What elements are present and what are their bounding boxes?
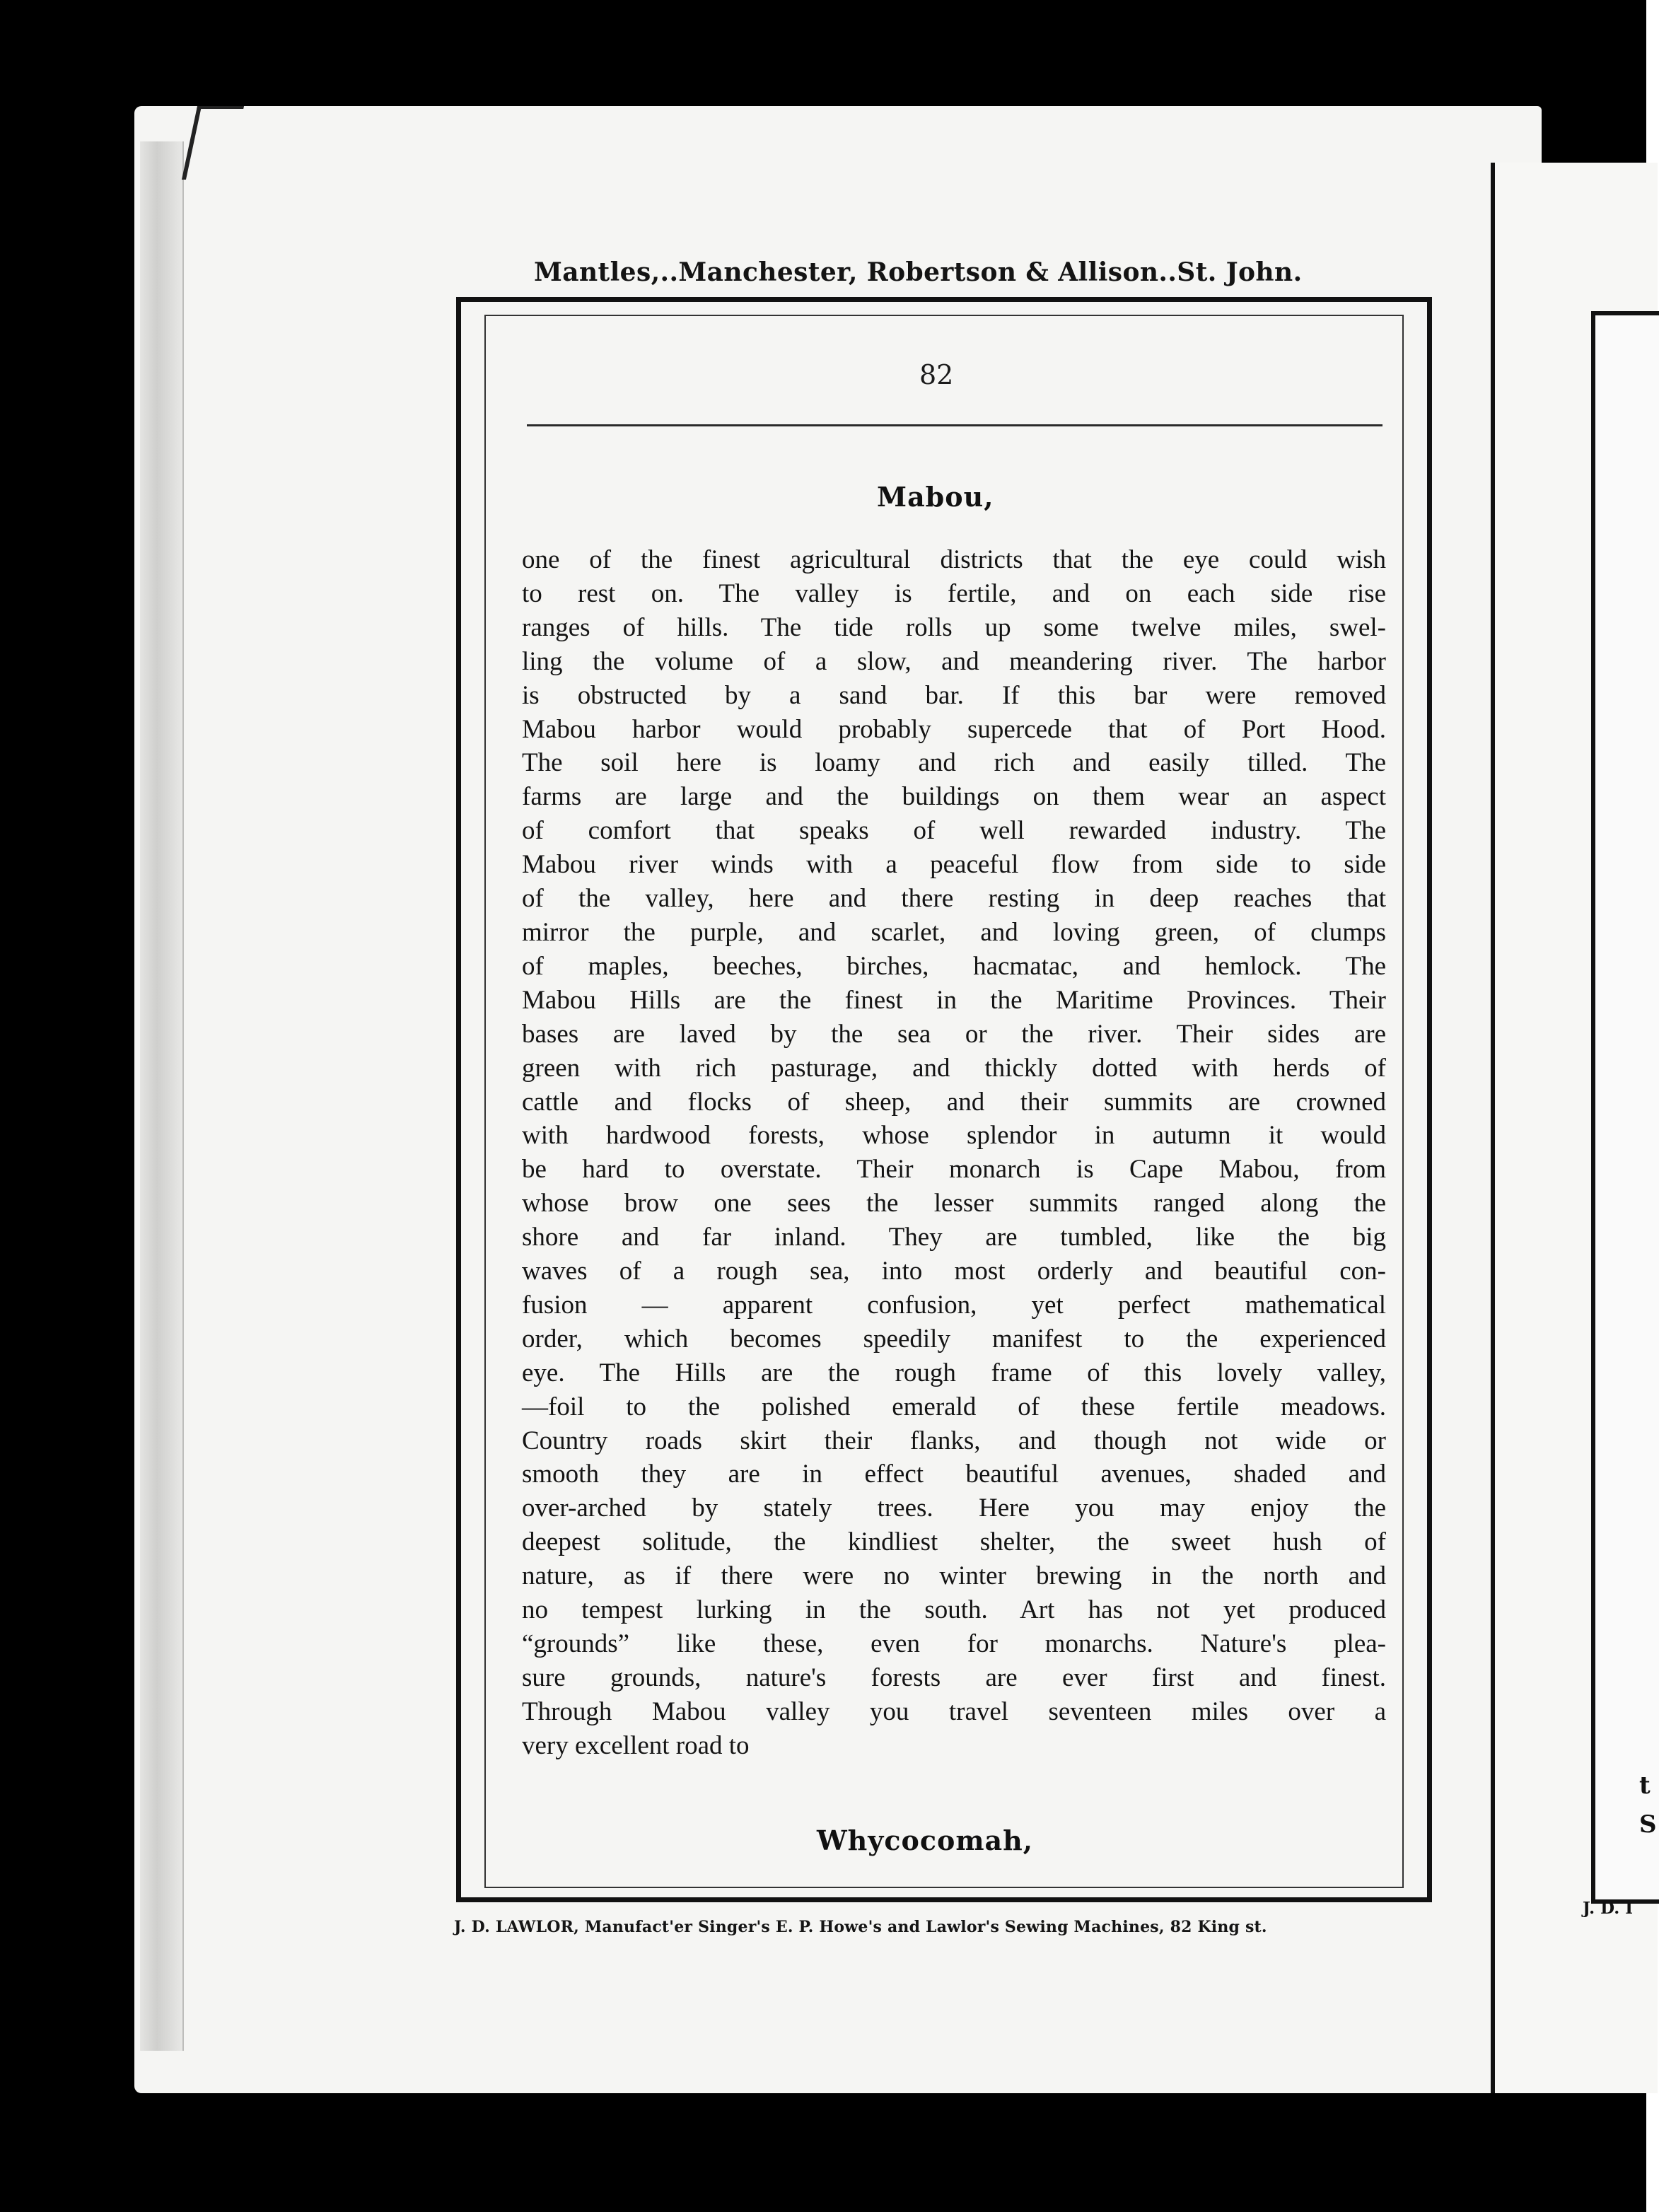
body-line: The soil here is loamy and rich and easily tilled. The <box>522 748 1386 778</box>
body-line: with hardwood forests, whose splendor in autumn it would <box>522 1121 1386 1151</box>
running-head-advertisement: Mantles,..Manchester, Robertson & Allison..St. John. <box>534 257 1303 287</box>
body-line: no tempest lurking in the south. Art has not yet produced <box>522 1595 1386 1625</box>
right-page-footer: J. D. I <box>1583 1899 1634 1918</box>
body-line: Through Mabou valley you travel seventeen miles over a <box>522 1696 1386 1726</box>
body-line: very excellent road to <box>522 1730 750 1760</box>
header-rule <box>527 424 1382 426</box>
body-line: sure grounds, nature's forests are ever first and finest. <box>522 1663 1386 1692</box>
page-stack-edge <box>140 141 184 2051</box>
body-line: is obstructed by a sand bar. If this bar were removed <box>522 680 1386 710</box>
body-line: one of the finest agricultural districts that the eye could wish <box>522 545 1386 574</box>
body-line: “grounds” like these, even for monarchs. Nature's plea- <box>522 1629 1386 1658</box>
body-line: Mabou Hills are the finest in the Maritime Provinces. Their <box>522 985 1386 1015</box>
body-line: over-arched by stately trees. Here you may enjoy the <box>522 1494 1386 1523</box>
body-line: ling the volume of a slow, and meandering river. The harbor <box>522 646 1386 676</box>
next-section-title: Whycocomah, <box>817 1824 1034 1856</box>
body-line: nature, as if there were no winter brewing in the north and <box>522 1561 1386 1591</box>
body-line: green with rich pasturage, and thickly dotted with herds of <box>522 1053 1386 1083</box>
section-title: Mabou, <box>877 481 994 513</box>
body-line: to rest on. The valley is fertile, and on each side rise <box>522 578 1386 608</box>
page-number: 82 <box>919 359 954 390</box>
body-line: bases are laved by the sea or the river. Their sides are <box>522 1019 1386 1049</box>
body-line: shore and far inland. They are tumbled, like the big <box>522 1223 1386 1252</box>
body-line: smooth they are in effect beautiful avenues, shaded and <box>522 1460 1386 1489</box>
right-page-fragment-1: t <box>1639 1771 1651 1800</box>
right-page-fragment-2: S <box>1639 1810 1657 1839</box>
body-text <box>522 543 1386 1763</box>
footer-advertisement: J. D. LAWLOR, Manufact'er Singer's E. P. Howe's and Lawlor's Sewing Machines, 82 King st. <box>454 1918 1267 1936</box>
body-line: of comfort that speaks of well rewarded industry. The <box>522 816 1386 846</box>
body-line: fusion — apparent confusion, yet perfect mathematical <box>522 1290 1386 1320</box>
body-line: farms are large and the buildings on them wear an aspect <box>522 782 1386 812</box>
body-line: of maples, beeches, birches, hacmatac, and hemlock. The <box>522 951 1386 981</box>
body-line: waves of a rough sea, into most orderly and beautiful con- <box>522 1257 1386 1286</box>
body-line: whose brow one sees the lesser summits ranged along the <box>522 1189 1386 1218</box>
body-line: Mabou harbor would probably supercede that of Port Hood. <box>522 714 1386 744</box>
body-line: deepest solitude, the kindliest shelter, the sweet hush of <box>522 1527 1386 1557</box>
body-line: cattle and flocks of sheep, and their summits are crowned <box>522 1087 1386 1117</box>
right-page-frame <box>1591 311 1659 1904</box>
body-line: ranges of hills. The tide rolls up some twelve miles, swel- <box>522 612 1386 642</box>
body-line: order, which becomes speedily manifest to the experienced <box>522 1324 1386 1354</box>
body-line: eye. The Hills are the rough frame of this lovely valley, <box>522 1358 1386 1387</box>
body-line: mirror the purple, and scarlet, and loving green, of clumps <box>522 917 1386 947</box>
body-line: Mabou river winds with a peaceful flow from side to side <box>522 850 1386 880</box>
body-line: —foil to the polished emerald of these fertile meadows. <box>522 1392 1386 1421</box>
body-line: be hard to overstate. Their monarch is Cape Mabou, from <box>522 1155 1386 1184</box>
body-line: of the valley, here and there resting in deep reaches that <box>522 884 1386 914</box>
body-line: Country roads skirt their flanks, and though not wide or <box>522 1426 1386 1455</box>
